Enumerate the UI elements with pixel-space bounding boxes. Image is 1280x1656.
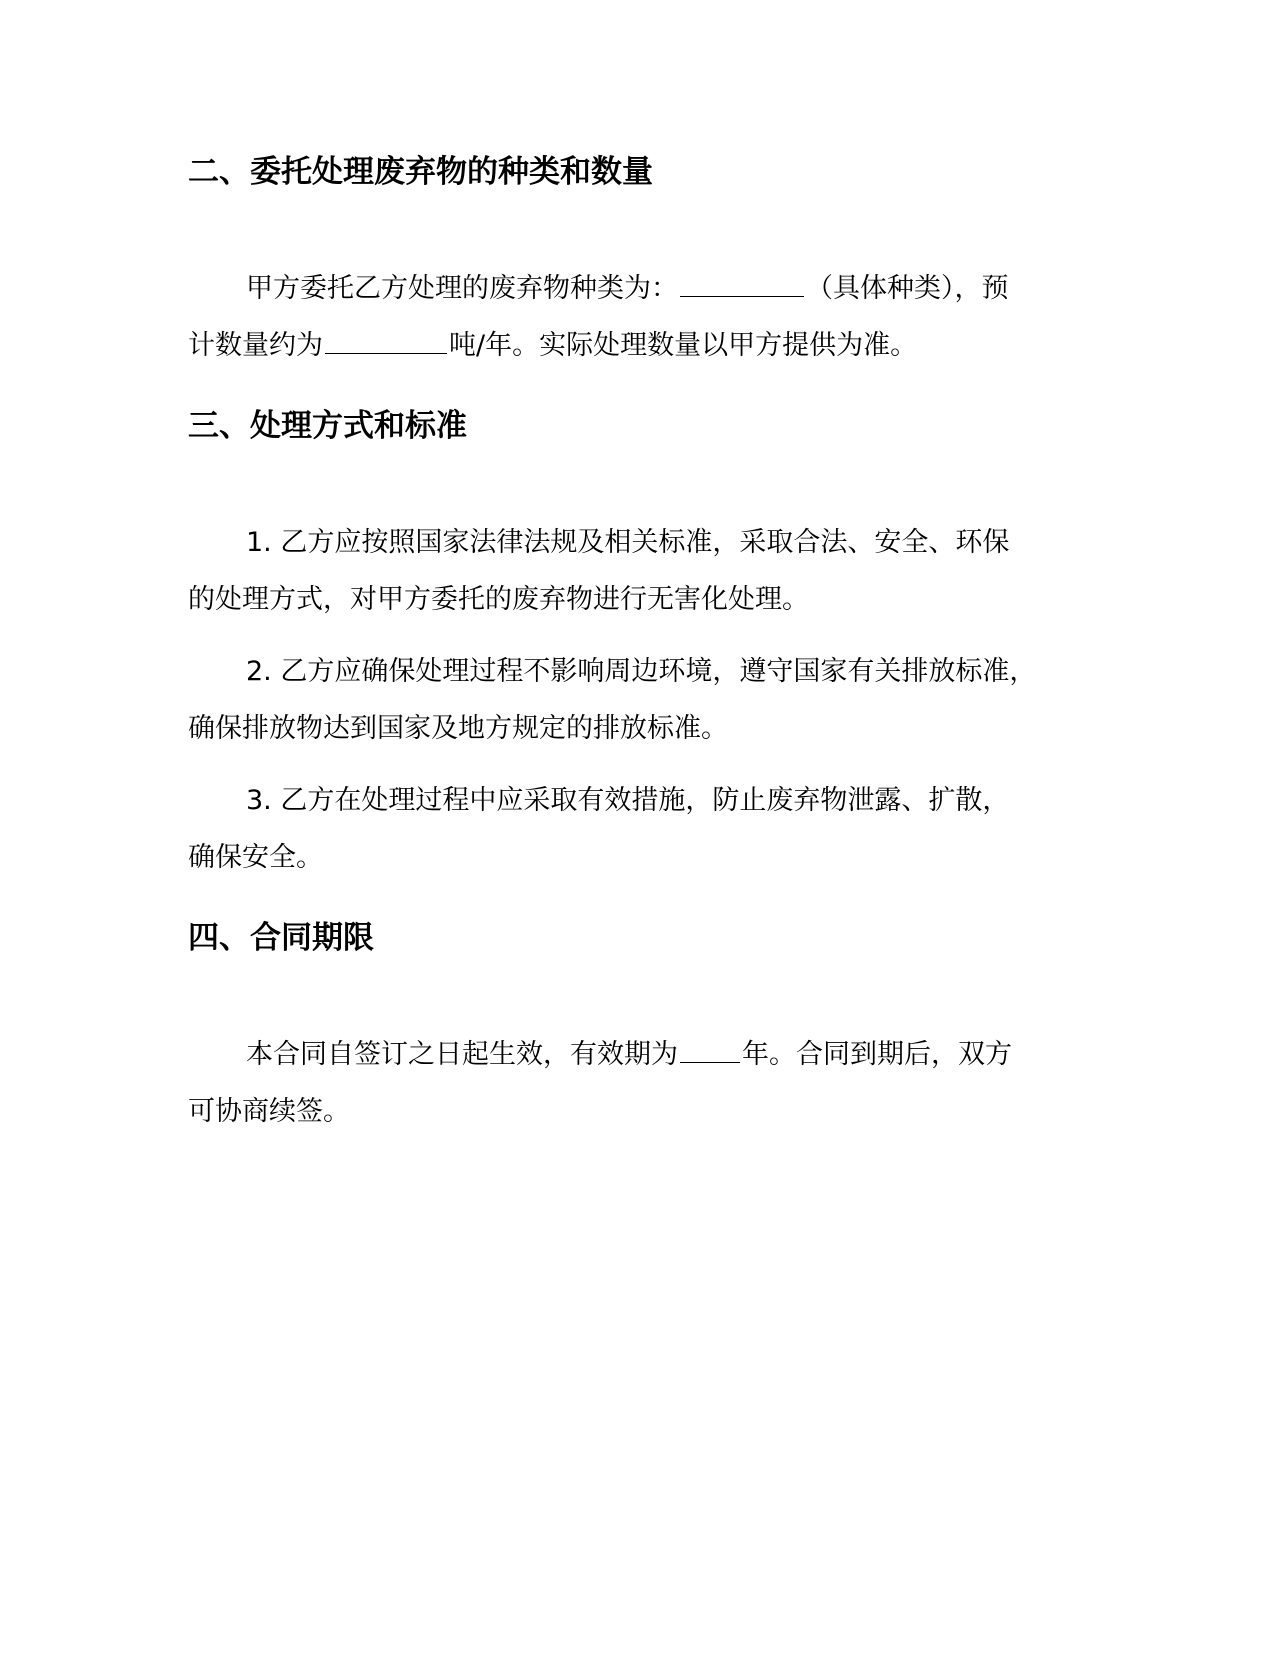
section-4-heading: 四、合同期限 — [188, 920, 374, 956]
term-years-blank — [680, 1036, 740, 1063]
section-3-item-2: 2. 乙方应确保处理过程不影响周边环境，遵守国家有关排放标准， 确保排放物达到国家及地方规定的排放标准。 — [188, 656, 1037, 744]
quantity-blank — [325, 327, 447, 354]
section-3-heading: 三、处理方式和标准 — [188, 408, 467, 444]
section-2-paragraph — [188, 260, 1108, 374]
section-4-paragraph: 本合同自签订之日起生效，有效期为 年。合同到期后，双方 可协商续签。 — [188, 1026, 1108, 1140]
paragraph-line: 甲方委托乙方处理的废弃物种类为： （具体种类），预 — [188, 260, 1108, 317]
waste-type-blank — [680, 270, 804, 297]
section-3-item-1: 1. 乙方应按照国家法律法规及相关标准，采取合法、安全、环保 的处理方式，对甲方委托的废弃物进行无害化处理。 — [188, 527, 1010, 615]
paragraph-line: 本合同自签订之日起生效，有效期为 年。合同到期后，双方 — [188, 1026, 1108, 1083]
paragraph-line: 计数量约为 吨/年。实际处理数量以甲方提供为准。 — [188, 317, 1108, 374]
section-2-heading: 二、委托处理废弃物的种类和数量 — [188, 154, 653, 190]
section-3-item-3: 3. 乙方在处理过程中应采取有效措施，防止废弃物泄露、扩散， 确保安全。 — [188, 785, 1010, 873]
